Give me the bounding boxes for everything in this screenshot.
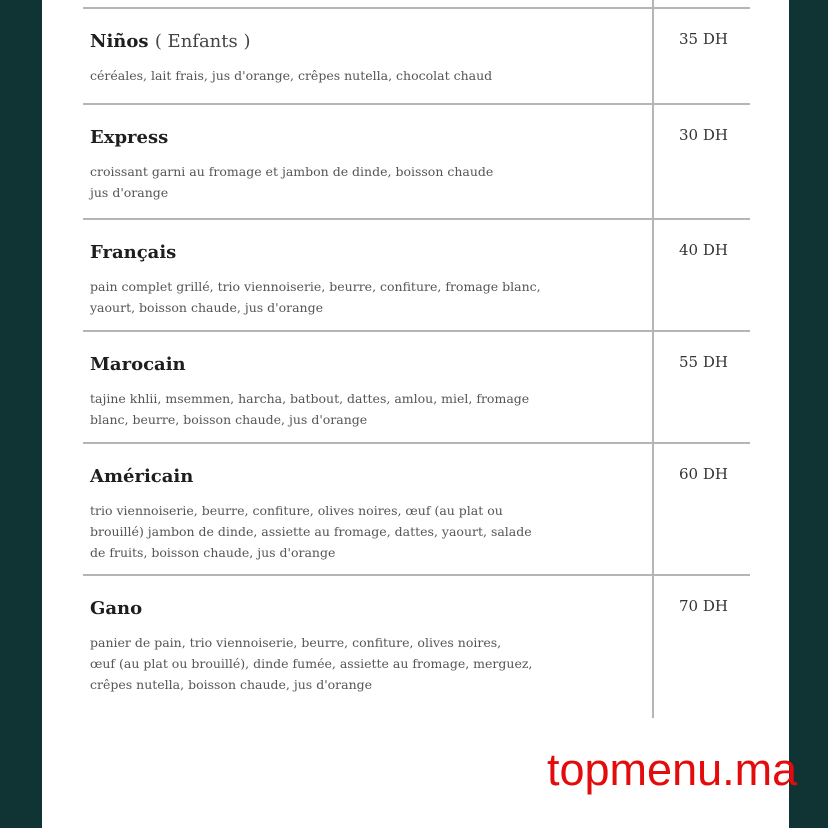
section-divider	[83, 218, 750, 220]
item-price: 55 DH	[679, 353, 728, 371]
item-price: 60 DH	[679, 465, 728, 483]
description-line: blanc, beurre, boisson chaude, jus d'orange	[90, 412, 368, 427]
description-line: jus d'orange	[90, 185, 169, 200]
item-name-text: Gano	[90, 598, 143, 619]
item-name	[90, 31, 251, 53]
item-name-text: Américain	[90, 466, 194, 487]
description-line: céréales, lait frais, jus d'orange, crêpes nutella, chocolat chaud	[90, 68, 493, 83]
section-divider	[83, 7, 750, 9]
item-name	[90, 598, 142, 620]
description-line: tajine khlii, msemmen, harcha, batbout, dattes, amlou, miel, fromage	[90, 391, 530, 406]
right-frame	[789, 0, 828, 828]
item-description	[90, 500, 650, 563]
section-divider	[83, 330, 750, 332]
item-description	[90, 65, 650, 86]
item-description	[90, 388, 650, 430]
description-line: panier de pain, trio viennoiserie, beurre, confiture, olives noires,	[90, 635, 502, 650]
item-name	[90, 242, 176, 264]
section-divider	[83, 442, 750, 444]
item-price: 35 DH	[679, 30, 728, 48]
description-line: œuf (au plat ou brouillé), dinde fumée, assiette au fromage, merguez,	[90, 656, 533, 671]
description-line: trio viennoiserie, beurre, confiture, olives noires, œuf (au plat ou	[90, 503, 503, 518]
item-name-text: Marocain	[90, 354, 186, 375]
item-name-text: Niños	[90, 31, 149, 52]
section-divider	[83, 574, 750, 576]
item-description	[90, 276, 650, 318]
description-line: de fruits, boisson chaude, jus d'orange	[90, 545, 336, 560]
column-divider	[652, 0, 654, 718]
item-price: 40 DH	[679, 241, 728, 259]
item-description	[90, 632, 650, 695]
item-price: 70 DH	[679, 597, 728, 615]
item-subtitle: ( Enfants )	[154, 31, 251, 52]
description-line: yaourt, boisson chaude, jus d'orange	[90, 300, 323, 315]
watermark: topmenu.ma	[547, 744, 798, 795]
description-line: croissant garni au fromage et jambon de dinde, boisson chaude	[90, 164, 494, 179]
item-description	[90, 161, 650, 203]
item-name	[90, 354, 186, 376]
item-price: 30 DH	[679, 126, 728, 144]
section-divider	[83, 103, 750, 105]
item-name-text: Français	[90, 242, 177, 263]
description-line: crêpes nutella, boisson chaude, jus d'orange	[90, 677, 373, 692]
item-name	[90, 127, 168, 149]
description-line: pain complet grillé, trio viennoiserie, beurre, confiture, fromage blanc,	[90, 279, 541, 294]
left-frame	[0, 0, 42, 828]
item-name-text: Express	[90, 127, 169, 148]
item-name	[90, 466, 193, 488]
description-line: brouillé) jambon de dinde, assiette au fromage, dattes, yaourt, salade	[90, 524, 532, 539]
